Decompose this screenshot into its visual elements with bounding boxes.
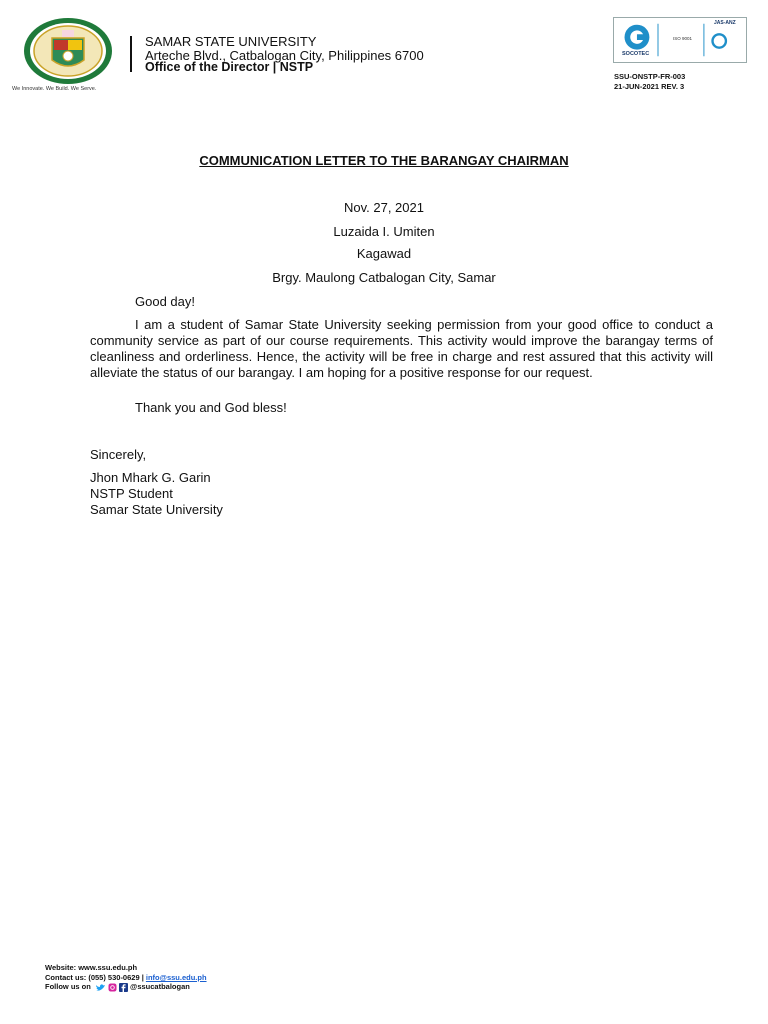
form-revision: 21-JUN-2021 REV. 3: [614, 82, 685, 91]
instagram-icon[interactable]: [108, 983, 117, 992]
footer-follow-text: Follow us on: [45, 982, 91, 991]
cert-label-iso: ISO 9001: [673, 36, 693, 41]
header-divider: [130, 36, 132, 72]
office-name: Office of the Director | NSTP: [145, 60, 314, 74]
footer-contact: [45, 973, 207, 982]
recipient-position: Kagawad: [356, 246, 412, 261]
thanks-line: Thank you and God bless!: [135, 400, 287, 415]
facebook-icon[interactable]: [119, 983, 128, 992]
letter-title: COMMUNICATION LETTER TO THE BARANGAY CHAIRMAN: [199, 153, 569, 168]
recipient-address: Brgy. Maulong Catbalogan City, Samar: [272, 270, 496, 285]
letter-date: Nov. 27, 2021: [344, 200, 424, 215]
greeting: Good day!: [135, 294, 195, 309]
university-name: SAMAR STATE UNIVERSITY: [145, 34, 317, 49]
university-address: Arteche Blvd., Catbalogan City, Philippines 6700: [145, 48, 424, 63]
form-code: SSU-ONSTP-FR-003: [614, 72, 686, 81]
university-seal-logo: [22, 16, 114, 86]
signatory-org: Samar State University: [90, 502, 223, 517]
twitter-icon[interactable]: [95, 983, 106, 992]
footer-follow: [45, 982, 190, 992]
signatory-role: NSTP Student: [90, 486, 173, 501]
footer-website: Website: www.ssu.edu.ph: [45, 963, 138, 972]
closing: Sincerely,: [90, 447, 147, 462]
recipient-name: Luzaida I. Umiten: [333, 224, 435, 239]
signatory-name: Jhon Mhark G. Garin: [90, 470, 211, 485]
footer-social-handle: @ssucatbalogan: [130, 982, 190, 991]
footer-contact-text: Contact us: (055) 530-0629 |: [45, 973, 146, 982]
footer-email-link[interactable]: info@ssu.edu.ph: [145, 973, 207, 982]
cert-label-jasanz: JAS-ANZ: [714, 20, 736, 26]
letter-body: I am a student of Samar State University seeking permission from your good office to conduct a community service as part of our course requirements. This activity would improve the barangay terms of cleanliness and orderliness. Hence, the activity will be free in charge and rest assured that this activity will alleviate the status of our barangay. I am hoping for a positive response for our request.: [90, 317, 713, 380]
cert-label-socotec: SOCOTEC: [622, 51, 650, 57]
logo-tagline: We Innovate. We Build. We Serve.: [12, 86, 97, 92]
